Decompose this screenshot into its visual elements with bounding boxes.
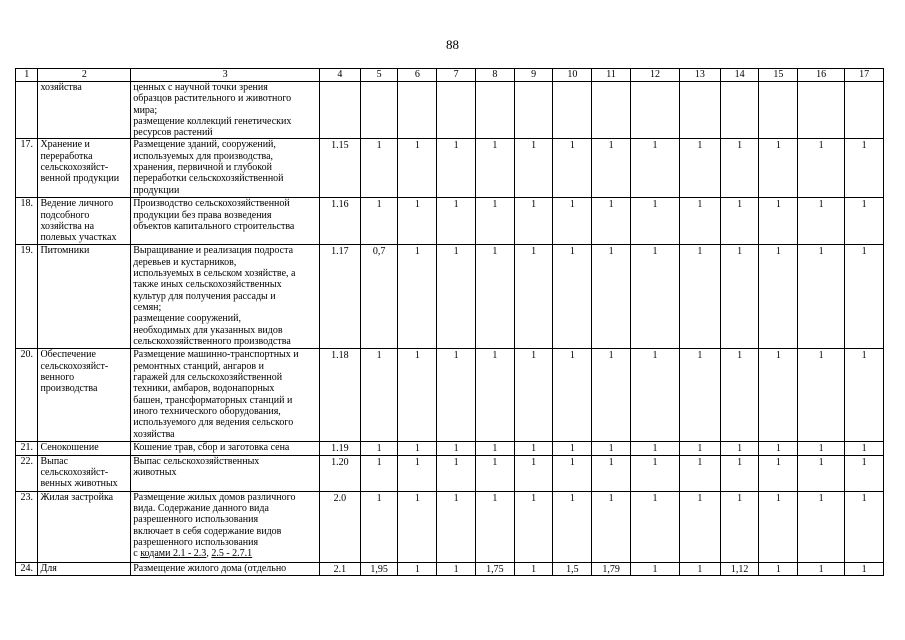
value-cell: [845, 82, 884, 139]
value-cell: 1: [759, 442, 798, 455]
value-cell: 1: [437, 442, 476, 455]
value-cell: 1: [360, 198, 398, 245]
value-cell: 1: [475, 455, 514, 491]
value-cell: 1: [553, 245, 592, 349]
value-cell: 1: [679, 491, 720, 562]
value-cell: 1: [398, 198, 437, 245]
value-cell: 1: [630, 198, 679, 245]
value-cell: 1: [720, 491, 759, 562]
value-cell: 1: [720, 139, 759, 198]
land-use-description: ценных с научной точки зрения образцов растительного и животного мира; размещение коллекций генетических ресурсов растений: [131, 82, 320, 139]
row-number: 24.: [16, 562, 38, 575]
column-header: 16: [798, 69, 845, 82]
value-cell: 1: [514, 455, 553, 491]
column-header: 5: [360, 69, 398, 82]
value-cell: 1: [475, 245, 514, 349]
value-cell: [759, 82, 798, 139]
value-cell: 1: [437, 491, 476, 562]
land-use-code: 2.0: [319, 491, 360, 562]
land-use-name: Ведение личного подсобного хозяйства на полевых участках: [38, 198, 131, 245]
value-cell: 1: [437, 562, 476, 575]
value-cell: [679, 82, 720, 139]
value-cell: 1,95: [360, 562, 398, 575]
land-use-code: 1.17: [319, 245, 360, 349]
value-cell: 1: [360, 491, 398, 562]
value-cell: 1: [475, 491, 514, 562]
value-cell: 1,5: [553, 562, 592, 575]
value-cell: 1: [398, 245, 437, 349]
value-cell: 1: [845, 455, 884, 491]
table-row: [16, 82, 884, 139]
land-use-table: [15, 68, 884, 576]
row-number: 19.: [16, 245, 38, 349]
column-header: 1: [16, 69, 38, 82]
table-row: [16, 139, 884, 198]
value-cell: 1: [845, 349, 884, 442]
value-cell: 1: [630, 562, 679, 575]
land-use-name: хозяйства: [38, 82, 131, 139]
land-use-code: 1.16: [319, 198, 360, 245]
value-cell: 1,12: [720, 562, 759, 575]
value-cell: 1: [798, 442, 845, 455]
value-cell: 1: [720, 349, 759, 442]
value-cell: 1: [679, 245, 720, 349]
value-cell: 1: [437, 245, 476, 349]
table-row: [16, 562, 884, 575]
land-use-name: Жилая застройка: [38, 491, 131, 562]
column-header: 13: [679, 69, 720, 82]
value-cell: 1: [630, 455, 679, 491]
range-link[interactable]: 2.5 - 2.7.1: [211, 548, 253, 560]
land-use-code: 1.15: [319, 139, 360, 198]
value-cell: 1: [679, 139, 720, 198]
column-header: 6: [398, 69, 437, 82]
value-cell: 1: [514, 442, 553, 455]
value-cell: 1: [759, 455, 798, 491]
value-cell: 1: [398, 139, 437, 198]
land-use-name: Выпас сельскохозяйст- венных животных: [38, 455, 131, 491]
value-cell: 1: [398, 491, 437, 562]
land-use-name: Для: [38, 562, 131, 575]
column-header: 10: [553, 69, 592, 82]
value-cell: 1: [360, 442, 398, 455]
value-cell: 1: [592, 491, 631, 562]
table-row: [16, 491, 884, 562]
land-use-description: Размещение машинно-транспортных и ремонтных станций, ангаров и гаражей для сельскохозяйственной техники, амбаров, водонапорных башен, трансформаторных станций и иного технического оборудования, используемого для ведения сельского хозяйства: [131, 349, 320, 442]
column-header: 3: [131, 69, 320, 82]
land-use-code: 1.18: [319, 349, 360, 442]
value-cell: [798, 82, 845, 139]
value-cell: 1: [514, 491, 553, 562]
land-use-description: Производство сельскохозяйственной продукции без права возведения объектов капитального строительства: [131, 198, 320, 245]
value-cell: 1: [720, 198, 759, 245]
value-cell: 1: [592, 349, 631, 442]
value-cell: 1: [845, 442, 884, 455]
value-cell: 0,7: [360, 245, 398, 349]
column-header: 12: [630, 69, 679, 82]
value-cell: 1,75: [475, 562, 514, 575]
value-cell: 1: [798, 349, 845, 442]
value-cell: 1: [759, 198, 798, 245]
value-cell: 1: [360, 349, 398, 442]
value-cell: [553, 82, 592, 139]
value-cell: 1: [514, 562, 553, 575]
value-cell: 1: [398, 442, 437, 455]
land-use-name: Сенокошение: [38, 442, 131, 455]
land-use-name: Хранение и переработка сельскохозяйст- венной продукции: [38, 139, 131, 198]
value-cell: [720, 82, 759, 139]
column-header: 2: [38, 69, 131, 82]
column-header: 4: [319, 69, 360, 82]
page-number: 88: [446, 37, 459, 52]
value-cell: 1: [630, 491, 679, 562]
land-use-name: Обеспечение сельскохозяйст- венного производства: [38, 349, 131, 442]
value-cell: [514, 82, 553, 139]
value-cell: [475, 82, 514, 139]
land-use-code: 1.20: [319, 455, 360, 491]
value-cell: 1: [630, 139, 679, 198]
value-cell: 1: [630, 349, 679, 442]
row-number: 21.: [16, 442, 38, 455]
land-use-name: Питомники: [38, 245, 131, 349]
value-cell: 1: [679, 455, 720, 491]
value-cell: 1: [798, 139, 845, 198]
value-cell: 1: [437, 455, 476, 491]
value-cell: 1: [514, 245, 553, 349]
value-cell: [592, 82, 631, 139]
value-cell: 1: [720, 245, 759, 349]
value-cell: 1: [553, 491, 592, 562]
value-cell: 1: [720, 455, 759, 491]
value-cell: 1: [845, 562, 884, 575]
row-number: 22.: [16, 455, 38, 491]
column-header: 15: [759, 69, 798, 82]
value-cell: 1: [630, 442, 679, 455]
description-text: Размещение жилых домов различного вида. Содержание данного вида разрешенного использования включает в себя содержание видов разрешенного использования с: [133, 491, 296, 560]
value-cell: 1: [759, 139, 798, 198]
table-row: [16, 245, 884, 349]
column-header: 9: [514, 69, 553, 82]
value-cell: 1: [592, 139, 631, 198]
value-cell: 1: [845, 198, 884, 245]
value-cell: 1: [553, 349, 592, 442]
table-row: [16, 198, 884, 245]
land-use-code: 1.19: [319, 442, 360, 455]
value-cell: 1: [592, 198, 631, 245]
value-cell: 1: [798, 245, 845, 349]
value-cell: [360, 82, 398, 139]
value-cell: 1: [759, 562, 798, 575]
value-cell: 1: [360, 139, 398, 198]
row-number: 23.: [16, 491, 38, 562]
value-cell: 1: [845, 139, 884, 198]
column-header: 14: [720, 69, 759, 82]
column-header: 11: [592, 69, 631, 82]
table-row: [16, 455, 884, 491]
column-header: 17: [845, 69, 884, 82]
row-number: 20.: [16, 349, 38, 442]
value-cell: 1: [798, 562, 845, 575]
value-cell: 1: [679, 349, 720, 442]
row-number: 18.: [16, 198, 38, 245]
table-row: [16, 442, 884, 455]
value-cell: 1: [514, 139, 553, 198]
value-cell: [437, 82, 476, 139]
value-cell: 1: [553, 455, 592, 491]
value-cell: 1: [437, 139, 476, 198]
table-header-row: [16, 69, 884, 82]
value-cell: 1: [475, 139, 514, 198]
value-cell: 1: [514, 198, 553, 245]
table-row: [16, 349, 884, 442]
value-cell: [398, 82, 437, 139]
value-cell: 1: [845, 491, 884, 562]
value-cell: 1: [475, 442, 514, 455]
value-cell: 1: [475, 198, 514, 245]
value-cell: 1: [720, 442, 759, 455]
value-cell: 1: [759, 491, 798, 562]
value-cell: 1: [759, 245, 798, 349]
land-use-description: Кошение трав, сбор и заготовка сена: [131, 442, 320, 455]
value-cell: 1: [798, 491, 845, 562]
value-cell: 1: [398, 349, 437, 442]
land-use-code: 2.1: [319, 562, 360, 575]
land-use-description: Размещение жилого дома (отдельно: [131, 562, 320, 575]
value-cell: 1: [475, 349, 514, 442]
value-cell: 1: [679, 562, 720, 575]
value-cell: 1: [553, 198, 592, 245]
value-cell: 1: [360, 455, 398, 491]
value-cell: 1,79: [592, 562, 631, 575]
land-use-description: Выращивание и реализация подроста деревьев и кустарников, используемых в сельском хозяйстве, а также иных сельскохозяйственных культур для получения рассады и семян; размещение сооружений, необходимых для указанных видов сельскохозяйственного производства: [131, 245, 320, 349]
value-cell: [630, 82, 679, 139]
value-cell: 1: [759, 349, 798, 442]
value-cell: 1: [630, 245, 679, 349]
link-separator: ,: [206, 548, 212, 560]
value-cell: 1: [679, 442, 720, 455]
value-cell: 1: [437, 349, 476, 442]
value-cell: 1: [592, 442, 631, 455]
column-header: 7: [437, 69, 476, 82]
value-cell: 1: [553, 139, 592, 198]
value-cell: 1: [437, 198, 476, 245]
value-cell: 1: [798, 198, 845, 245]
land-use-description: Выпас сельскохозяйственных животных: [131, 455, 320, 491]
value-cell: 1: [592, 455, 631, 491]
value-cell: 1: [592, 245, 631, 349]
value-cell: 1: [398, 455, 437, 491]
value-cell: 1: [398, 562, 437, 575]
value-cell: 1: [798, 455, 845, 491]
value-cell: 1: [553, 442, 592, 455]
value-cell: 1: [679, 198, 720, 245]
land-use-description: [131, 491, 320, 562]
land-use-code: [319, 82, 360, 139]
codes-link[interactable]: кодами 2.1 - 2.3: [140, 548, 207, 560]
column-header: 8: [475, 69, 514, 82]
value-cell: 1: [845, 245, 884, 349]
value-cell: 1: [514, 349, 553, 442]
row-number: 17.: [16, 139, 38, 198]
row-number: [16, 82, 38, 139]
land-use-description: Размещение зданий, сооружений, используемых для производства, хранения, первичной и глубокой переработки сельскохозяйственной продукции: [131, 139, 320, 198]
